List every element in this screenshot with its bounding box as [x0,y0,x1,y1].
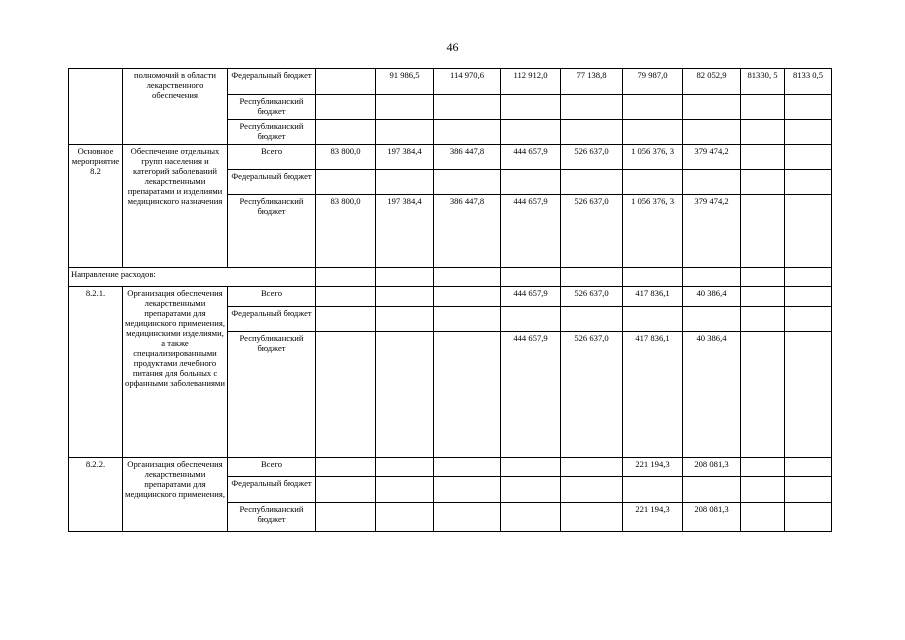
amount-cell [785,145,832,170]
amount-cell [623,95,683,120]
amount-cell [785,458,832,477]
budget-table [68,68,832,532]
amount-cell: 417 836,1 [623,332,683,458]
amount-cell [741,458,785,477]
amount-cell [316,69,376,95]
funding-source: Республиканский бюджет [228,332,316,458]
amount-cell: 1 056 376, 3 [623,145,683,170]
empty-cell [623,268,683,287]
amount-cell [741,307,785,332]
amount-cell: 112 912,0 [501,69,561,95]
amount-cell [501,307,561,332]
amount-cell [741,477,785,503]
amount-cell [316,307,376,332]
amount-cell: 81330, 5 [741,69,785,95]
amount-cell [785,287,832,307]
amount-cell [683,170,741,195]
amount-cell: 221 194,3 [623,458,683,477]
amount-cell [376,307,434,332]
amount-cell: 526 637,0 [561,195,623,268]
funding-source: Республиканский бюджет [228,195,316,268]
amount-cell: 91 986,5 [376,69,434,95]
amount-cell [376,120,434,145]
amount-cell: 197 384,4 [376,145,434,170]
amount-cell [501,120,561,145]
activity-code: 8.2.1. [69,287,123,458]
amount-cell [785,95,832,120]
amount-cell: 221 194,3 [623,503,683,532]
activity-name: Обеспечение отдельных групп населения и категорий заболеваний лекарственными препаратами и изделиями медицинского назначения [123,145,228,268]
table-row [69,145,832,170]
amount-cell [623,120,683,145]
amount-cell [683,307,741,332]
amount-cell: 79 987,0 [623,69,683,95]
amount-cell [376,332,434,458]
amount-cell: 40 386,4 [683,332,741,458]
empty-cell [501,268,561,287]
amount-cell: 83 800,0 [316,195,376,268]
amount-cell: 208 081,3 [683,458,741,477]
amount-cell [501,170,561,195]
page-number: 46 [446,40,459,54]
activity-code [69,69,123,145]
amount-cell: 444 657,9 [501,332,561,458]
amount-cell [741,332,785,458]
amount-cell [376,503,434,532]
amount-cell [376,287,434,307]
amount-cell [434,332,501,458]
activity-name: Организация обеспечения лекарственными препаратами для медицинского применения, [123,458,228,532]
amount-cell [561,307,623,332]
amount-cell [316,477,376,503]
amount-cell: 444 657,9 [501,195,561,268]
amount-cell [785,307,832,332]
amount-cell: 526 637,0 [561,145,623,170]
amount-cell [623,170,683,195]
amount-cell [561,458,623,477]
amount-cell [785,195,832,268]
amount-cell [501,95,561,120]
activity-code: 8.2.2. [69,458,123,532]
empty-cell [434,268,501,287]
funding-source: Федеральный бюджет [228,170,316,195]
table-row [69,69,832,95]
amount-cell: 82 052,9 [683,69,741,95]
table-row [69,287,832,307]
amount-cell: 379 474,2 [683,145,741,170]
amount-cell [561,503,623,532]
amount-cell [376,95,434,120]
amount-cell [434,287,501,307]
amount-cell [741,95,785,120]
activity-name: Организация обеспечения лекарственными препаратами для медицинского применения, медицинскими изделиями, а также специализированными продуктами лечебного питания для больных с орфанными заболеваниями [123,287,228,458]
amount-cell [561,120,623,145]
activity-name: полномочий в области лекарственного обеспечения [123,69,228,145]
amount-cell [316,170,376,195]
amount-cell: 526 637,0 [561,287,623,307]
amount-cell [683,120,741,145]
amount-cell [785,503,832,532]
funding-source: Всего [228,287,316,307]
amount-cell [561,170,623,195]
table-row [69,458,832,477]
amount-cell [741,195,785,268]
amount-cell [741,170,785,195]
funding-source: Федеральный бюджет [228,307,316,332]
amount-cell [434,477,501,503]
amount-cell [316,503,376,532]
amount-cell [434,120,501,145]
amount-cell [376,170,434,195]
amount-cell [316,458,376,477]
funding-source: Республиканский бюджет [228,95,316,120]
amount-cell [434,503,501,532]
amount-cell: 77 138,8 [561,69,623,95]
amount-cell [561,477,623,503]
amount-cell [501,458,561,477]
amount-cell [623,477,683,503]
amount-cell [785,477,832,503]
funding-source: Всего [228,458,316,477]
amount-cell: 8133 0,5 [785,69,832,95]
amount-cell [316,95,376,120]
amount-cell [785,120,832,145]
amount-cell [683,477,741,503]
amount-cell [741,503,785,532]
amount-cell: 114 970,6 [434,69,501,95]
amount-cell [623,307,683,332]
empty-cell [316,268,376,287]
amount-cell [785,332,832,458]
direction-label: Направление расходов: [69,268,316,287]
amount-cell [376,477,434,503]
amount-cell [741,287,785,307]
amount-cell [683,95,741,120]
empty-cell [785,268,832,287]
empty-cell [376,268,434,287]
empty-cell [683,268,741,287]
funding-source: Федеральный бюджет [228,69,316,95]
amount-cell: 197 384,4 [376,195,434,268]
activity-code: Основное мероприятие 8.2 [69,145,123,268]
amount-cell [741,120,785,145]
amount-cell: 40 386,4 [683,287,741,307]
amount-cell [434,95,501,120]
amount-cell: 1 056 376, 3 [623,195,683,268]
amount-cell [434,458,501,477]
direction-row [69,268,832,287]
amount-cell [316,332,376,458]
amount-cell: 379 474,2 [683,195,741,268]
amount-cell: 526 637,0 [561,332,623,458]
funding-source: Республиканский бюджет [228,503,316,532]
amount-cell [561,95,623,120]
amount-cell: 444 657,9 [501,287,561,307]
amount-cell [501,503,561,532]
empty-cell [741,268,785,287]
funding-source: Всего [228,145,316,170]
amount-cell: 208 081,3 [683,503,741,532]
funding-source: Республиканский бюджет [228,120,316,145]
funding-source: Федеральный бюджет [228,477,316,503]
amount-cell [434,307,501,332]
amount-cell: 386 447,8 [434,145,501,170]
amount-cell [785,170,832,195]
amount-cell [741,145,785,170]
amount-cell [316,120,376,145]
amount-cell: 417 836,1 [623,287,683,307]
amount-cell [316,287,376,307]
amount-cell: 444 657,9 [501,145,561,170]
amount-cell [434,170,501,195]
amount-cell [376,458,434,477]
amount-cell: 386 447,8 [434,195,501,268]
amount-cell: 83 800,0 [316,145,376,170]
amount-cell [501,477,561,503]
empty-cell [561,268,623,287]
